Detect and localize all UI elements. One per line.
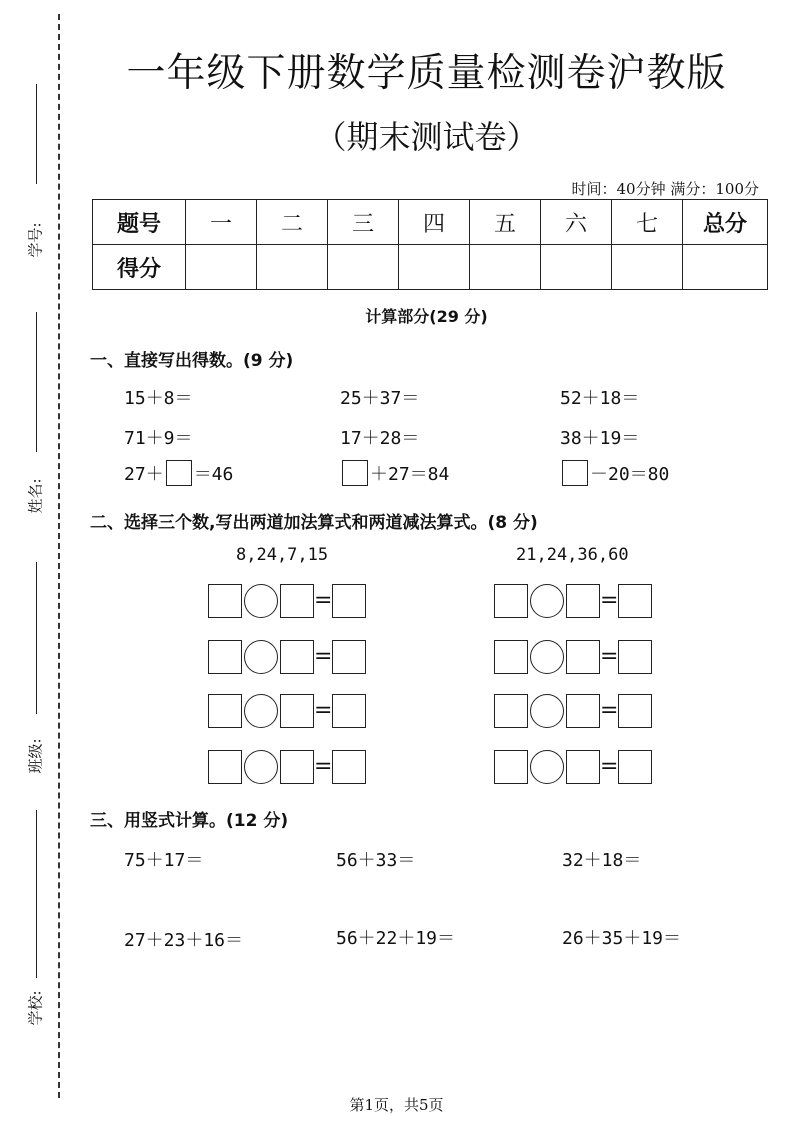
score-entry-cell[interactable] [683,245,768,290]
answer-box[interactable] [566,640,600,674]
student-no-line [36,84,37,184]
answer-box[interactable] [280,584,314,618]
answer-box[interactable] [332,640,366,674]
q1-fill-c-post: －20＝80 [590,464,670,485]
equals-sign: = [314,588,333,613]
score-entry-cell[interactable] [328,245,399,290]
answer-box[interactable] [208,584,242,618]
equation-blank-row [208,640,366,674]
q1-heading: 一、直接写出得数。(9 分) [90,351,294,371]
equation-blank-row [208,584,366,618]
score-cell: 六 [541,200,612,245]
q3-item: 75＋17＝ [124,850,204,871]
score-table [92,199,768,290]
answer-box[interactable] [166,460,192,486]
name-label: 姓名: [26,478,45,514]
answer-box[interactable] [562,460,588,486]
score-entry-cell[interactable] [186,245,257,290]
operator-circle[interactable] [530,640,564,674]
answer-box[interactable] [332,584,366,618]
answer-box[interactable] [208,694,242,728]
equals-sign: = [600,754,619,779]
q1-fill-a-post: ＝46 [193,464,234,485]
class-line [36,562,37,714]
answer-box[interactable] [208,640,242,674]
equation-blank-row [494,640,652,674]
answer-box[interactable] [566,750,600,784]
score-cell: 七 [612,200,683,245]
answer-box[interactable] [332,750,366,784]
equals-sign: = [314,644,333,669]
answer-box[interactable] [208,750,242,784]
school-line [36,810,37,978]
score-table-header-row [93,200,768,245]
q1-item: 25＋37＝ [340,388,420,409]
equation-blank-row [494,694,652,728]
q3-item: 32＋18＝ [562,850,642,871]
score-entry-cell[interactable] [257,245,328,290]
answer-box[interactable] [618,584,652,618]
answer-box[interactable] [494,640,528,674]
q1-fill-b-post: ＋27＝84 [370,464,450,485]
score-cell: 二 [257,200,328,245]
score-entry-cell[interactable] [399,245,470,290]
q1-item: 52＋18＝ [560,388,640,409]
q2-right-numbers: 21,24,36,60 [516,545,629,565]
q3-item: 26＋35＋19＝ [562,928,682,949]
answer-box[interactable] [618,640,652,674]
operator-circle[interactable] [244,750,278,784]
page-subtitle: （期末测试卷） [314,118,539,156]
equation-blank-row [494,584,652,618]
operator-circle[interactable] [244,584,278,618]
operator-circle[interactable] [530,750,564,784]
score-cell: 三 [328,200,399,245]
q1-fill-item-c [560,460,669,486]
equation-blank-row [494,750,652,784]
section-title: 计算部分(29 分) [365,307,488,326]
school-label: 学校: [26,990,45,1026]
score-row-label: 得分 [93,245,186,290]
q1-fill-a-pre: 27＋ [124,464,164,485]
score-cell: 一 [186,200,257,245]
q1-item: 17＋28＝ [340,428,420,449]
answer-box[interactable] [280,640,314,674]
operator-circle[interactable] [244,694,278,728]
q3-item: 27＋23＋16＝ [124,930,244,951]
score-entry-cell[interactable] [470,245,541,290]
answer-box[interactable] [332,694,366,728]
score-entry-cell[interactable] [612,245,683,290]
page-footer: 第1页，共5页 [349,1096,444,1114]
equals-sign: = [314,754,333,779]
q2-heading: 二、选择三个数,写出两道加法算式和两道减法算式。(8 分) [90,513,538,533]
score-cell: 题号 [93,200,186,245]
page-title: 一年级下册数学质量检测卷沪教版 [126,51,727,96]
q3-heading: 三、用竖式计算。(12 分) [90,811,289,831]
answer-box[interactable] [494,750,528,784]
equation-blank-row [208,750,366,784]
student-no-label: 学号: [26,222,45,258]
score-entry-cell[interactable] [541,245,612,290]
score-cell: 四 [399,200,470,245]
equals-sign: = [600,698,619,723]
operator-circle[interactable] [530,584,564,618]
answer-box[interactable] [618,694,652,728]
operator-circle[interactable] [530,694,564,728]
equals-sign: = [600,588,619,613]
q3-item: 56＋33＝ [336,850,416,871]
binding-dashed-line [58,14,60,1098]
equals-sign: = [314,698,333,723]
answer-box[interactable] [618,750,652,784]
operator-circle[interactable] [244,640,278,674]
q1-item: 38＋19＝ [560,428,640,449]
exam-meta: 时间：40分钟 满分：100分 [571,180,759,198]
q2-left-numbers: 8,24,7,15 [236,545,329,565]
answer-box[interactable] [494,694,528,728]
answer-box[interactable] [494,584,528,618]
q3-item: 56＋22＋19＝ [336,928,456,949]
equation-blank-row [208,694,366,728]
q1-fill-item-a [124,460,233,486]
equals-sign: = [600,644,619,669]
score-cell: 总分 [683,200,768,245]
answer-box[interactable] [342,460,368,486]
answer-box[interactable] [280,750,314,784]
answer-box[interactable] [566,584,600,618]
score-cell: 五 [470,200,541,245]
q1-item: 71＋9＝ [124,428,193,449]
q1-fill-item-b [340,460,449,486]
name-line [36,312,37,452]
answer-box[interactable] [280,694,314,728]
class-label: 班级: [26,738,45,774]
answer-box[interactable] [566,694,600,728]
score-table-score-row [93,245,768,290]
q1-item: 15＋8＝ [124,388,193,409]
